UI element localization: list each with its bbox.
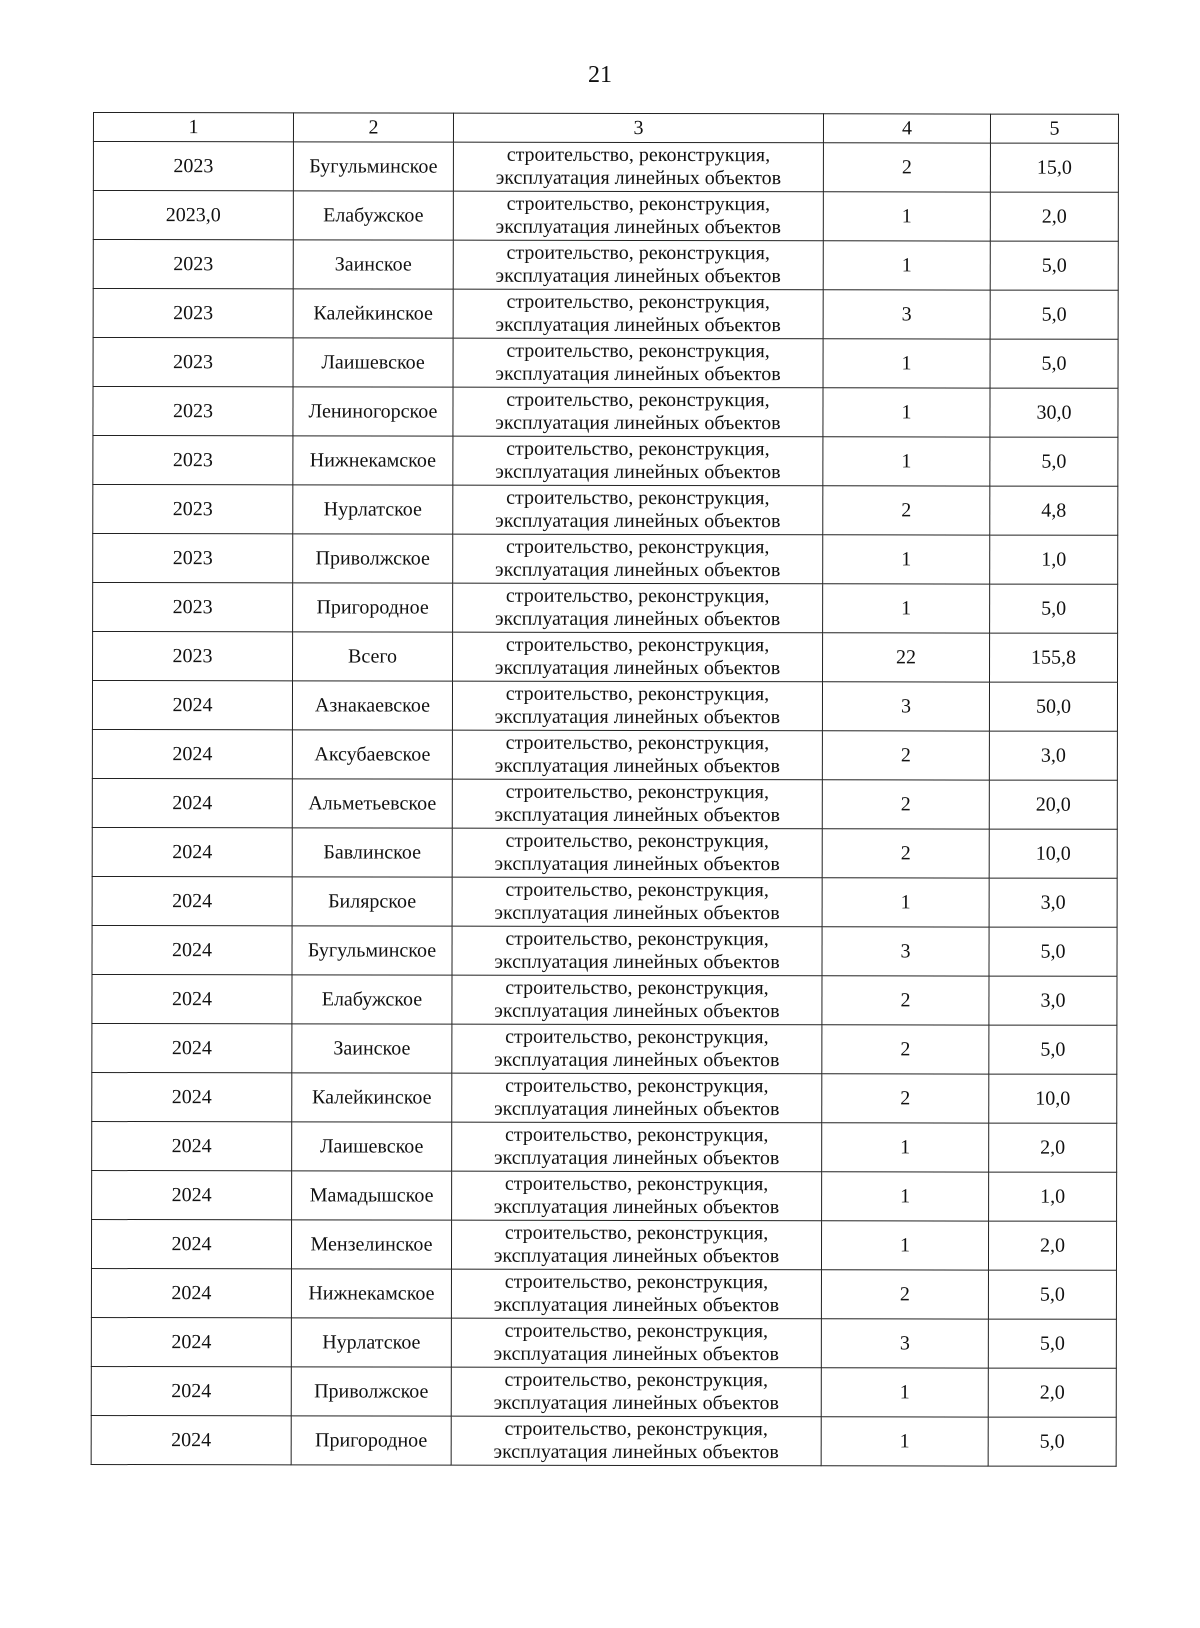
value-cell: 2,0 [988, 1368, 1116, 1417]
purpose-line-2: эксплуатация линейных объектов [493, 1244, 780, 1268]
purpose-line-1: строительство, реконструкция, [504, 1221, 769, 1245]
purpose-line-1: строительство, реконструкция, [504, 1417, 768, 1441]
purpose-line-2: эксплуатация линейных объектов [494, 901, 780, 925]
count-cell: 1 [822, 1123, 989, 1172]
purpose-line-2: эксплуатация линейных объектов [494, 1146, 780, 1170]
purpose-line-1: строительство, реконструкция, [506, 241, 770, 265]
table-row [91, 1219, 1116, 1270]
year-cell: 2024 [91, 1268, 291, 1317]
table-row [92, 876, 1117, 927]
table-row [92, 1072, 1117, 1123]
purpose-line-1: строительство, реконструкция, [504, 1123, 769, 1147]
purpose-cell [452, 730, 822, 780]
district-cell: Елабужское [293, 191, 453, 240]
year-cell: 2024 [91, 1219, 291, 1268]
year-cell: 2023 [93, 534, 293, 583]
table-row [91, 1268, 1116, 1319]
purpose-cell [452, 1171, 822, 1221]
value-cell: 5,0 [989, 1025, 1117, 1074]
year-cell: 2024 [91, 1317, 291, 1366]
purpose-line-2: эксплуатация линейных объектов [495, 509, 781, 533]
value-cell: 5,0 [988, 1319, 1116, 1368]
district-cell: Лениногорское [293, 387, 453, 436]
count-cell: 1 [822, 1172, 989, 1221]
purpose-line-2: эксплуатация линейных объектов [495, 558, 781, 582]
count-cell: 2 [822, 976, 989, 1025]
value-cell: 4,8 [990, 486, 1118, 535]
year-cell: 2023 [93, 632, 293, 681]
value-cell: 2,0 [990, 192, 1118, 241]
purpose-line-2: эксплуатация линейных объектов [494, 607, 781, 631]
purpose-line-1: строительство, реконструкция, [506, 388, 770, 412]
purpose-cell [452, 1073, 822, 1123]
table-row [92, 1023, 1117, 1074]
purpose-line-2: эксплуатация линейных объектов [494, 1097, 780, 1121]
value-cell: 1,0 [989, 1172, 1117, 1221]
table-row [91, 1366, 1116, 1417]
page-number: 21 [588, 62, 612, 88]
purpose-line-2: эксплуатация линейных объектов [494, 999, 780, 1023]
purpose-cell [452, 1122, 822, 1172]
year-cell: 2023 [93, 142, 293, 191]
district-cell: Аксубаевское [292, 730, 452, 779]
purpose-line-2: эксплуатация линейных объектов [494, 803, 780, 827]
table-row [92, 1170, 1117, 1221]
count-cell: 2 [822, 1025, 989, 1074]
purpose-line-2: эксплуатация линейных объектов [495, 411, 781, 435]
table-row [93, 191, 1118, 242]
year-cell: 2023 [93, 338, 293, 387]
district-cell: Елабужское [292, 975, 452, 1024]
value-cell: 5,0 [990, 290, 1118, 339]
value-cell: 5,0 [988, 1270, 1116, 1319]
year-cell: 2024 [92, 974, 292, 1023]
purpose-cell [452, 779, 822, 829]
district-cell: Лаишевское [292, 1122, 452, 1171]
count-cell: 1 [823, 388, 990, 437]
district-cell: Билярское [292, 877, 452, 926]
count-cell: 2 [823, 143, 990, 192]
purpose-cell [453, 191, 823, 241]
purpose-cell [451, 1220, 821, 1270]
purpose-line-2: эксплуатация линейных объектов [495, 313, 781, 337]
table-row [92, 827, 1117, 878]
table-row [93, 583, 1118, 634]
district-cell: Калейкинское [292, 1073, 452, 1122]
purpose-cell [453, 583, 823, 633]
value-cell: 10,0 [989, 829, 1117, 878]
purpose-line-1: строительство, реконструкция, [505, 584, 770, 608]
purpose-line-2: эксплуатация линейных объектов [494, 705, 781, 729]
table-row [93, 338, 1118, 389]
count-cell: 1 [821, 1221, 988, 1270]
purpose-line-2: эксплуатация линейных объектов [494, 656, 781, 680]
header-cell-2: 2 [293, 113, 453, 142]
district-cell: Альметьевское [292, 779, 452, 828]
value-cell: 15,0 [990, 143, 1118, 192]
table-row [91, 1415, 1116, 1466]
district-cell: Нижнекамское [293, 436, 453, 485]
purpose-cell [453, 387, 823, 437]
count-cell: 3 [821, 1319, 988, 1368]
table-row [93, 240, 1118, 291]
year-cell: 2024 [92, 827, 292, 876]
count-cell: 3 [822, 927, 989, 976]
value-cell: 3,0 [989, 976, 1117, 1025]
purpose-cell [452, 926, 822, 976]
header-cell-3: 3 [453, 113, 823, 143]
district-cell: Нижнекамское [291, 1269, 451, 1318]
count-cell: 1 [823, 437, 990, 486]
district-cell: Приволжское [291, 1367, 451, 1416]
purpose-cell [453, 240, 823, 290]
year-cell: 2023,0 [93, 191, 293, 240]
purpose-cell [453, 142, 823, 192]
value-cell: 50,0 [989, 682, 1117, 731]
purpose-line-2: эксплуатация линейных объектов [493, 1195, 780, 1219]
purpose-line-1: строительство, реконструкция, [505, 633, 770, 657]
year-cell: 2023 [93, 240, 293, 289]
purpose-cell [453, 436, 823, 486]
data-table [91, 112, 1119, 1467]
table-row [91, 1317, 1116, 1368]
year-cell: 2024 [92, 729, 292, 778]
purpose-cell [451, 1416, 821, 1466]
count-cell: 2 [822, 731, 989, 780]
count-cell: 2 [822, 780, 989, 829]
purpose-line-2: эксплуатация линейных объектов [493, 1293, 780, 1317]
purpose-line-2: эксплуатация линейных объектов [495, 460, 781, 484]
district-cell: Заинское [292, 1024, 452, 1073]
purpose-cell [452, 681, 822, 731]
header-cell-5: 5 [990, 114, 1118, 143]
table-row [92, 1121, 1117, 1172]
district-cell: Мамадышское [292, 1171, 452, 1220]
value-cell: 5,0 [990, 339, 1118, 388]
count-cell: 1 [823, 535, 990, 584]
year-cell: 2023 [93, 387, 293, 436]
purpose-line-2: эксплуатация линейных объектов [494, 852, 780, 876]
year-cell: 2024 [92, 876, 292, 925]
purpose-line-2: эксплуатация линейных объектов [493, 1342, 780, 1366]
district-cell: Всего [293, 632, 453, 681]
district-cell: Пригородное [291, 1416, 451, 1465]
district-cell: Нурлатское [293, 485, 453, 534]
count-cell: 1 [821, 1417, 988, 1466]
district-cell: Калейкинское [293, 289, 453, 338]
purpose-line-1: строительство, реконструкция, [504, 1319, 769, 1343]
count-cell: 1 [823, 584, 990, 633]
purpose-line-1: строительство, реконструкция, [505, 731, 770, 755]
year-cell: 2023 [93, 289, 293, 338]
value-cell: 5,0 [990, 241, 1118, 290]
table-row [93, 142, 1118, 193]
purpose-cell [452, 877, 822, 927]
header-cell-4: 4 [823, 114, 990, 143]
district-cell: Нурлатское [291, 1318, 451, 1367]
year-cell: 2024 [92, 681, 292, 730]
value-cell: 3,0 [989, 878, 1117, 927]
purpose-line-1: строительство, реконструкция, [506, 535, 770, 559]
district-cell: Заинское [293, 240, 453, 289]
value-cell: 3,0 [989, 731, 1117, 780]
purpose-line-1: строительство, реконструкция, [506, 290, 770, 314]
count-cell: 1 [823, 241, 990, 290]
value-cell: 10,0 [989, 1074, 1117, 1123]
table-row [93, 632, 1118, 683]
district-cell: Лаишевское [293, 338, 453, 387]
purpose-line-1: строительство, реконструкция, [505, 780, 770, 804]
purpose-cell [451, 1269, 821, 1319]
district-cell: Бугульминское [292, 926, 452, 975]
table-row [93, 436, 1118, 487]
year-cell: 2023 [93, 485, 293, 534]
purpose-line-2: эксплуатация линейных объектов [493, 1391, 779, 1415]
value-cell: 2,0 [989, 1123, 1117, 1172]
count-cell: 2 [822, 829, 989, 878]
count-cell: 3 [822, 682, 989, 731]
purpose-line-1: строительство, реконструкция, [505, 682, 770, 706]
year-cell: 2024 [92, 1170, 292, 1219]
purpose-cell [451, 1367, 821, 1417]
table-row [92, 729, 1117, 780]
district-cell: Бугульминское [293, 142, 453, 191]
value-cell: 20,0 [989, 780, 1117, 829]
year-cell: 2024 [92, 1072, 292, 1121]
table-row [93, 289, 1118, 340]
purpose-line-1: строительство, реконструкция, [504, 1368, 769, 1392]
table-row [93, 387, 1118, 438]
count-cell: 22 [823, 633, 990, 682]
table-row [92, 974, 1117, 1025]
purpose-cell [453, 289, 823, 339]
purpose-cell [453, 632, 823, 682]
count-cell: 2 [822, 1074, 989, 1123]
count-cell: 1 [821, 1368, 988, 1417]
count-cell: 3 [823, 290, 990, 339]
district-cell: Приволжское [293, 534, 453, 583]
year-cell: 2024 [92, 1121, 292, 1170]
table-row [92, 681, 1117, 732]
purpose-line-1: строительство, реконструкция, [505, 829, 769, 853]
purpose-cell [453, 338, 823, 388]
year-cell: 2024 [92, 778, 292, 827]
value-cell: 155,8 [990, 633, 1118, 682]
table-header-row [93, 113, 1118, 144]
purpose-cell [453, 534, 823, 584]
value-cell: 2,0 [988, 1221, 1116, 1270]
purpose-line-1: строительство, реконструкция, [506, 339, 770, 363]
purpose-line-1: строительство, реконструкция, [506, 486, 770, 510]
count-cell: 1 [823, 339, 990, 388]
purpose-line-2: эксплуатация линейных объектов [495, 215, 781, 239]
purpose-line-1: строительство, реконструкция, [506, 437, 770, 461]
year-cell: 2024 [91, 1366, 291, 1415]
table-row [93, 534, 1118, 585]
purpose-cell [452, 828, 822, 878]
year-cell: 2024 [92, 925, 292, 974]
purpose-line-1: строительство, реконструкция, [504, 1172, 769, 1196]
purpose-cell [453, 485, 823, 535]
purpose-line-2: эксплуатация линейных объектов [494, 1048, 780, 1072]
count-cell: 2 [821, 1270, 988, 1319]
year-cell: 2023 [93, 436, 293, 485]
value-cell: 5,0 [988, 1417, 1116, 1466]
purpose-line-1: строительство, реконструкция, [505, 1025, 769, 1049]
purpose-line-2: эксплуатация линейных объектов [494, 950, 780, 974]
count-cell: 1 [822, 878, 989, 927]
district-cell: Пригородное [293, 583, 453, 632]
year-cell: 2023 [93, 583, 293, 632]
header-cell-1: 1 [93, 113, 293, 142]
purpose-cell [452, 975, 822, 1025]
year-cell: 2024 [92, 1023, 292, 1072]
table-row [93, 485, 1118, 536]
purpose-line-1: строительство, реконструкция, [505, 976, 769, 1000]
purpose-cell [451, 1318, 821, 1368]
purpose-line-1: строительство, реконструкция, [506, 143, 771, 167]
year-cell: 2024 [91, 1415, 291, 1464]
value-cell: 1,0 [990, 535, 1118, 584]
district-cell: Бавлинское [292, 828, 452, 877]
district-cell: Азнакаевское [292, 681, 452, 730]
purpose-line-1: строительство, реконструкция, [506, 192, 771, 216]
purpose-line-1: строительство, реконструкция, [505, 927, 769, 951]
value-cell: 30,0 [990, 388, 1118, 437]
value-cell: 5,0 [990, 584, 1118, 633]
district-cell: Мензелинское [291, 1220, 451, 1269]
table-row [92, 778, 1117, 829]
count-cell: 1 [823, 192, 990, 241]
purpose-cell [452, 1024, 822, 1074]
purpose-line-2: эксплуатация линейных объектов [493, 1440, 779, 1464]
purpose-line-1: строительство, реконструкция, [505, 878, 769, 902]
value-cell: 5,0 [989, 927, 1117, 976]
purpose-line-2: эксплуатация линейных объектов [494, 754, 781, 778]
purpose-line-2: эксплуатация линейных объектов [495, 264, 781, 288]
purpose-line-1: строительство, реконструкция, [505, 1074, 769, 1098]
purpose-line-2: эксплуатация линейных объектов [495, 166, 782, 190]
purpose-line-2: эксплуатация линейных объектов [495, 362, 781, 386]
count-cell: 2 [823, 486, 990, 535]
purpose-line-1: строительство, реконструкция, [504, 1270, 769, 1294]
table-row [92, 925, 1117, 976]
value-cell: 5,0 [990, 437, 1118, 486]
